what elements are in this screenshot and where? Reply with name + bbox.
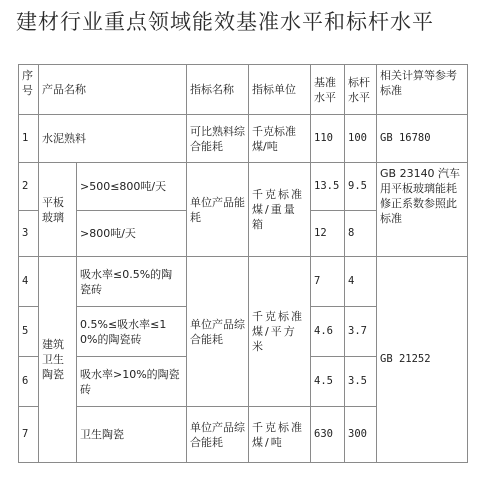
- indicator-unit: 千克标准煤/重量箱: [249, 163, 311, 257]
- baseline-value: 110: [311, 115, 345, 163]
- header-standard: 相关计算等参考标准: [377, 65, 468, 115]
- indicator-unit: 千克标准煤/平方米: [249, 257, 311, 407]
- baseline-value: 630: [311, 407, 345, 463]
- header-row: [19, 65, 468, 115]
- indicator-unit: 千克标准煤/吨: [249, 407, 311, 463]
- benchmark-value: 3.5: [345, 357, 377, 407]
- product-name: 水泥熟料: [39, 115, 187, 163]
- row-no: 2: [19, 163, 39, 211]
- header-baseline: 基准水平: [311, 65, 345, 115]
- baseline-value: 12: [311, 211, 345, 257]
- row-no: 6: [19, 357, 39, 407]
- baseline-value: 7: [311, 257, 345, 307]
- benchmark-value: 4: [345, 257, 377, 307]
- header-product: 产品名称: [39, 65, 187, 115]
- baseline-value: 13.5: [311, 163, 345, 211]
- header-benchmark: 标杆水平: [345, 65, 377, 115]
- row-no: 7: [19, 407, 39, 463]
- reference-standard: GB 23140 汽车用平板玻璃能耗修正系数参照此标准: [377, 163, 468, 257]
- product-name: 吸水率≤0.5%的陶瓷砖: [77, 257, 187, 307]
- category-glass: 平板玻璃: [39, 163, 77, 257]
- table-row: [19, 163, 468, 211]
- benchmark-value: 8: [345, 211, 377, 257]
- header-no: 序号: [19, 65, 39, 115]
- baseline-value: 4.5: [311, 357, 345, 407]
- product-name: 吸水率>10%的陶瓷砖: [77, 357, 187, 407]
- reference-standard: GB 16780: [377, 115, 468, 163]
- indicator-name: 可比熟料综合能耗: [187, 115, 249, 163]
- energy-efficiency-table: [18, 64, 468, 463]
- product-name: >500≤800吨/天: [77, 163, 187, 211]
- benchmark-value: 100: [345, 115, 377, 163]
- row-no: 4: [19, 257, 39, 307]
- category-ceramics: 建筑卫生陶瓷: [39, 257, 77, 463]
- benchmark-value: 3.7: [345, 307, 377, 357]
- indicator-unit: 千克标准煤/吨: [249, 115, 311, 163]
- reference-standard: GB 21252: [377, 257, 468, 463]
- row-no: 1: [19, 115, 39, 163]
- table-row: [19, 115, 468, 163]
- baseline-value: 4.6: [311, 307, 345, 357]
- product-name: >800吨/天: [77, 211, 187, 257]
- indicator-name: 单位产品综合能耗: [187, 257, 249, 407]
- benchmark-value: 9.5: [345, 163, 377, 211]
- product-name: 卫生陶瓷: [77, 407, 187, 463]
- product-name: 0.5%≤吸水率≤10%的陶瓷砖: [77, 307, 187, 357]
- table-row: [19, 257, 468, 307]
- page-title: 建材行业重点领域能效基准水平和标杆水平: [16, 10, 434, 34]
- header-unit: 指标单位: [249, 65, 311, 115]
- indicator-name: 单位产品能耗: [187, 163, 249, 257]
- indicator-name: 单位产品综合能耗: [187, 407, 249, 463]
- header-indicator: 指标名称: [187, 65, 249, 115]
- row-no: 3: [19, 211, 39, 257]
- benchmark-value: 300: [345, 407, 377, 463]
- row-no: 5: [19, 307, 39, 357]
